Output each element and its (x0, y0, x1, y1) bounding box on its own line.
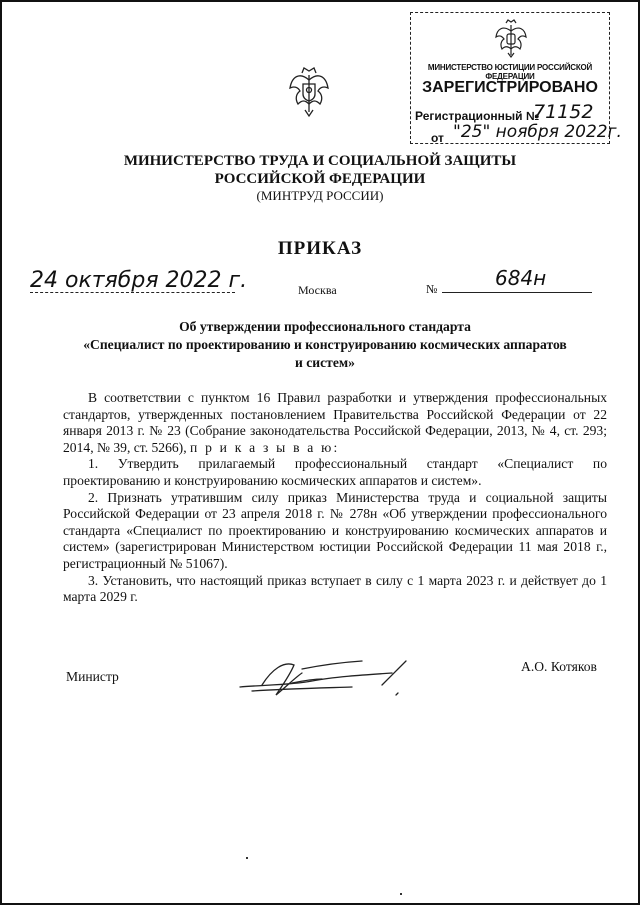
ministry-name (60, 152, 580, 188)
order-body (63, 390, 607, 606)
paragraph-item-3: 3. Установить, что настоящий приказ вступает в силу с 1 марта 2023 г. и действует до 1 марта 2029 г. (63, 572, 607, 605)
paragraph-preamble (63, 390, 607, 456)
order-date-underline (30, 292, 235, 293)
preamble-order-word: п р и к а з ы в а ю: (190, 439, 340, 455)
registration-stamp (410, 12, 622, 145)
order-number-label: № (426, 282, 438, 296)
stamp-registered: ЗАРЕГИСТРИРОВАНО (422, 79, 598, 96)
preamble-text: В соответствии с пунктом 16 Правил разработки и утверждения профессиональных стандартов, утвержденных постановлением Правительства Российской Федерации от 22 января 2013 г. № 23 (Собрание законодательства Российской Федерации, 2013, № 4, ст. 293; 2014, № 39, ст. 5266), (63, 390, 607, 455)
subject-line2: «Специалист по проектированию и конструированию космических аппаратов (83, 337, 567, 352)
stamp-date-line (431, 122, 622, 145)
coat-of-arms-icon (288, 66, 330, 118)
ministry-short-name: (МИНТРУД РОССИИ) (256, 188, 384, 203)
order-subject (60, 318, 590, 372)
order-number: 684н (495, 266, 547, 290)
paragraph-item-2: 2. Признать утратившим силу приказ Министерства труда и социальной защиты Российской Федерации от 23 апреля 2018 г. № 278н «Об утверждении профессионального стандарта «Специалист по проектированию и конструированию космических аппаратов и систем» (зарегистрирован Министерством юстиции Российской Федерации 11 мая 2018 г., регистрационный № 51067). (63, 489, 607, 571)
ministry-name-line1: МИНИСТЕРСТВО ТРУДА И СОЦИАЛЬНОЙ ЗАЩИТЫ (123, 153, 517, 169)
signer-title: Министр (66, 669, 119, 684)
subject-line3: и систем» (295, 355, 355, 370)
stamp-reg-line (415, 101, 605, 123)
stamp-reg-label: Регистрационный № (415, 109, 540, 123)
scan-speck (400, 893, 402, 895)
stamp-reg-number: 71152 (533, 101, 594, 123)
handwritten-signature (232, 655, 422, 701)
signer-name: А.О. Котяков (521, 659, 597, 674)
ministry-name-line2: РОССИЙСКОЙ ФЕДЕРАЦИИ (214, 171, 426, 187)
stamp-date: "25" ноября 2022г. (453, 122, 622, 142)
stamp-ministry: МИНИСТЕРСТВО ЮСТИЦИИ РОССИЙСКОЙ ФЕДЕРАЦИИ (427, 63, 593, 81)
order-title: ПРИКАЗ (277, 238, 363, 259)
scan-speck (246, 857, 248, 859)
eagle-emblem-icon (493, 19, 529, 59)
order-city: Москва (298, 283, 337, 297)
order-date: 24 октября 2022 г. (30, 268, 248, 293)
subject-line1: Об утверждении профессионального стандарта (179, 319, 471, 334)
stamp-date-label: от (431, 131, 444, 145)
order-number-underline (442, 292, 592, 293)
paragraph-item-1: 1. Утвердить прилагаемый профессиональный стандарт «Специалист по проектированию и конструированию космических аппаратов и систем». (63, 456, 607, 488)
